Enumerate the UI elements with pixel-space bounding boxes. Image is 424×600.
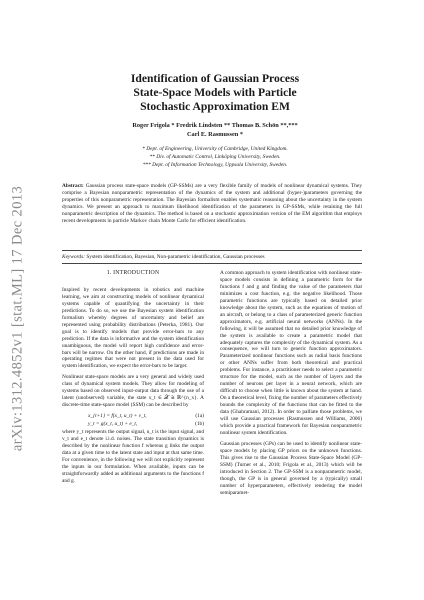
abstract	[62, 183, 362, 225]
title-line: State-Space Models with Particle	[133, 86, 297, 99]
authors-line: Carl E. Rasmussen *	[187, 130, 243, 138]
affiliations	[60, 145, 370, 170]
paragraph: Nonlinear state-space models are a very general and widely used class of dynamical system models. They allow for modeling of systems based on observed input-output data through the use of a latent (unobserved) variable, the state x_t ∈ 𝒳 ≅ ℝ^{n_x}. A discrete-time state-space model (SSM) can be described by	[62, 374, 204, 409]
keywords-text: System identification, Bayesian, Non-parametric identification, Gaussian processes	[86, 254, 265, 260]
equation-1a	[62, 413, 204, 420]
section-heading: 1. INTRODUCTION	[106, 270, 160, 276]
equation-body: x_{t+1} = f(x_t, u_t) + v_t,	[88, 413, 147, 420]
title-line: Identification of Gaussian Process	[130, 72, 300, 85]
abstract-label: Abstract:	[62, 183, 84, 189]
keywords-bottom-rule	[62, 263, 362, 264]
keywords	[62, 254, 362, 261]
right-column	[220, 270, 362, 501]
keywords-top-rule	[62, 250, 362, 251]
arxiv-stamp-text: arXiv:1312.4852v1 [stat.ML] 17 Dec 2013	[9, 185, 26, 452]
keywords-label: Keywords:	[62, 254, 85, 260]
equation-number: (1a)	[195, 413, 204, 420]
abstract-text: Gaussian process state-space models (GP-SSMs) are a very flexible family of models of nonlinear dynamical systems. They comprise a Bayesian nonparametric representation of the dynamics of the system and additional (hyper-)parameters governing the properties of this nonparametric representation. The Bayesian formalism enables systematic reasoning about the uncertainty in the system dynamics. We present an approach to maximum likelihood identification of the parameters in GP-SSMs, while retaining the full nonparametric description of the dynamics. The method is based on a stochastic approximation version of the EM algorithm that employs recent developments in particle Markov chain Monte Carlo for efficient identification.	[62, 183, 363, 224]
title-line: Stochastic Approximation EM	[140, 100, 290, 113]
affiliation: ** Div. of Automatic Control, Linköping University, Sweden.	[149, 154, 281, 161]
paragraph: Gaussian processes (GPs) can be used to identify nonlinear state-space models by placing GP priors on the unknown functions. This gives rise to the Gaussian Process State-Space Model (GP-SSM) (Turner et al., 2010; Frigola et al., 2013) which will be introduced in Section 2. The GP-SSM is a nonparametric model, though, the GP is in general governed by a (typically) small number of hyperparameters, effectively rendering the model semiparamet-	[220, 440, 362, 496]
left-column	[62, 270, 204, 489]
paragraph: Inspired by recent developments in robotics and machine learning, we aim at constructing models of nonlinear dynamical systems capable of quantifying the uncertainty in their predictions. To do so, we use the Bayesian system identification formalism whereby degrees of uncertainty and belief are represented using probability distributions (Peterka, 1981). Our goal is to identify models that provide error-bars to any prediction. If the data is informative and the system identification unambiguous, the model will report high confidence and error-bars will be narrow. On the other hand, if predictions are made in operating regimes that were not present in the data used for system identification, we expect the error-bars to be larger.	[62, 286, 204, 370]
arxiv-stamp	[8, 170, 28, 470]
paragraph: A common approach to system identification with nonlinear state-space models consists in defining a parametric form for the functions f and g and finding the value of the parameters that minimizes a cost function, e.g. the negative likelihood. Those parametric functions are typically based on detailed prior knowledge about the system, such as the equations of motion of an aircraft, or belong to a class of parameterized generic function approximators, e.g. artificial neural networks (ANNs). In the following, it will be assumed that no detailed prior knowledge of the system is available to create a parametric model that adequately captures the complexity of the dynamical system. As a consequence, we will turn to generic function approximators. Parameterized nonlinear functions such as radial basis functions or other ANNs suffer from both theoretical and practical problems. For instance, a practitioner needs to select a parametric structure for the model, such as the number of layers and the number of neurons per layer in a neural network, which are difficult to choose when little is known about the system at hand. On a theoretical level, fixing the number of parameters effectively bounds the complexity of the functions that can be fitted to the data (Ghahramani, 2012). In order to palliate those problems, we will use Gaussian processes (Rasmussen and Williams, 2006) which provide a practical framework for Bayesian nonparametric nonlinear system identification.	[220, 270, 362, 436]
equation-number: (1b)	[195, 421, 204, 428]
equation-1b	[62, 421, 204, 428]
paragraph: where y_t represents the output signal, u_t is the input signal, and v_t and e_t denote i.i.d. noises. The state transition dynamics is described by the nonlinear function f whereas g links the output data at a given time to the latent state and input at that same time. For convenience, in the following we will not explicitly represent the inputs in our formulation. When available, inputs can be straightforwardly added as additional arguments to the functions f and g.	[62, 429, 204, 484]
paper-title	[70, 72, 360, 114]
author-list	[70, 122, 360, 139]
authors-line: Roger Frigola * Fredrik Lindsten ** Thomas B. Schön **,***	[132, 122, 298, 129]
affiliation: *** Dept. of Information Technology, Uppsala University, Sweden.	[142, 162, 288, 169]
affiliation: * Dept. of Engineering, University of Cambridge, United Kingdom.	[142, 146, 288, 152]
equation-body: y_t = g(x_t, u_t) + e_t,	[88, 421, 138, 428]
